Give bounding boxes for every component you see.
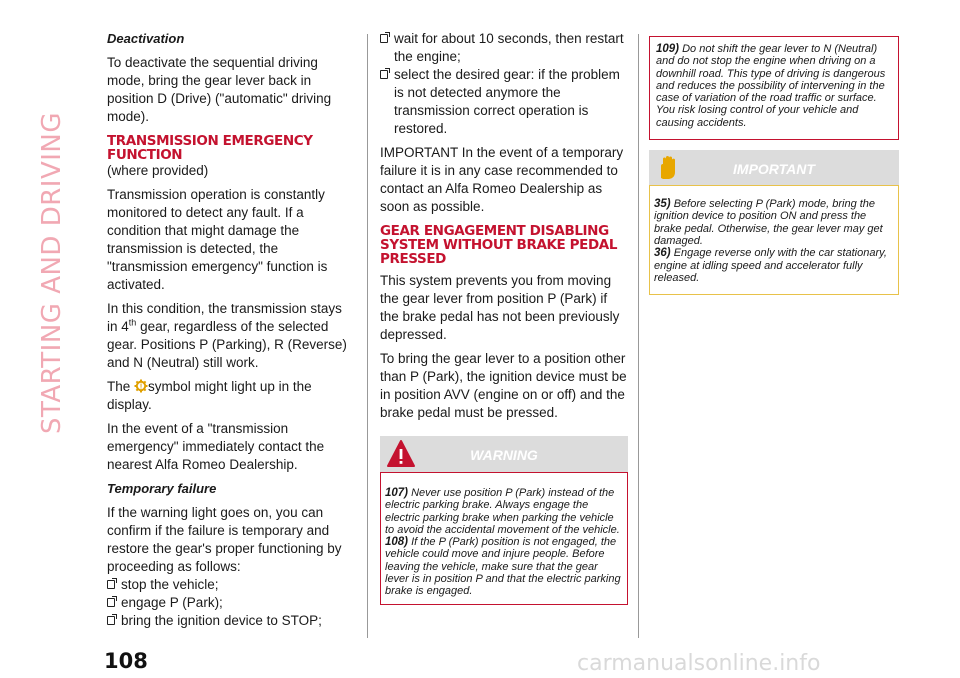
important-box: [649, 185, 899, 295]
paragraph: If the warning light goes on, you can confirm if the failure is temporary and restore the gear's proper functioning by proceeding as follows:: [107, 505, 342, 574]
warning-item: 107) Never use position P (Park) instead of the electric parking brake. Always engage the electric parking brake when parking the vehicle to avoid the accidental movement of the vehicle.: [385, 487, 620, 536]
page-number: 108: [104, 649, 148, 673]
checklist-item: select the desired gear: if the problem is not detected anymore the transmission correct operation is restored.: [380, 66, 628, 138]
paragraph: The ! symbol might light up in the display.: [107, 379, 312, 412]
column-middle: [380, 30, 628, 605]
column-divider: [367, 34, 368, 638]
section-title: GEAR ENGAGEMENT DISABLING SYSTEM WITHOUT BRAKE PEDAL PRESSED: [380, 223, 618, 267]
section-subtitle: (where provided): [107, 163, 209, 178]
paragraph: Transmission operation is constantly monitored to detect any fault. If a condition that might damage the transmission is detected, the "transmission emergency" function is activated.: [107, 187, 328, 292]
gearbox-fault-icon: [134, 379, 148, 393]
deactivation-heading: Deactivation: [107, 31, 185, 46]
paragraph: In this condition, the transmission stays in 4th gear, regardless of the selected gear. Positions P (Parking), R (Reverse) and N (Neutral) still work.: [107, 301, 347, 370]
temporary-failure-heading: Temporary failure: [107, 481, 217, 496]
important-item: 35) Before selecting P (Park) mode, bring the ignition device to position ON and press the brake pedal. Otherwise, the gear lever may get damaged.: [654, 198, 883, 247]
warning-header: [380, 436, 628, 472]
section-title: TRANSMISSION EMERGENCY FUNCTION: [107, 133, 313, 163]
deactivation-text: To deactivate the sequential driving mode, bring the gear lever back in position D (Drive) ("automatic" driving mode).: [107, 55, 332, 124]
warning-box-continued: 109) Do not shift the gear lever to N (Neutral) and do not stop the engine when driving on a downhill road. This type of driving is dangerous and reduces the possibility of intervening in the case of variation of the road traffic or surface. You risk losing control of your vehicle and causing accidents.: [649, 36, 899, 140]
svg-text:!: !: [139, 383, 143, 391]
column-left: [107, 30, 349, 630]
watermark: carmanualsonline.info: [577, 651, 821, 676]
column-divider: [638, 34, 639, 638]
checklist-item: bring the ignition device to STOP;: [107, 612, 349, 630]
important-label: IMPORTANT: [733, 161, 815, 178]
checklist-item: wait for about 10 seconds, then restart the engine;: [380, 30, 628, 66]
checklist-item: stop the vehicle;: [107, 576, 349, 594]
paragraph: In the event of a "transmission emergency" immediately contact the nearest Alfa Romeo Dealership.: [107, 421, 325, 472]
paragraph: To bring the gear lever to a position other than P (Park), the ignition device must be in position AVV (engine on or off) and the brake pedal must be pressed.: [380, 351, 627, 420]
warning-item: 108) If the P (Park) position is not engaged, the vehicle could move and injure people. Before leaving the vehicle, make sure that the gear lever is in position P and that the electric parking brake is engaged.: [385, 536, 621, 598]
warning-label: WARNING: [470, 447, 538, 463]
paragraph: This system prevents you from moving the gear lever from position P (Park) if the brake pedal has not been previously depressed.: [380, 273, 620, 342]
warning-box: [380, 472, 628, 605]
important-item: 36) Engage reverse only with the car stationary, engine at idling speed and accelerator fully released.: [654, 247, 887, 284]
important-header: [649, 150, 899, 185]
checklist-item: engage P (Park);: [107, 594, 349, 612]
important-note: IMPORTANT In the event of a temporary failure it is in any case recommended to contact an Alfa Romeo Dealership as soon as possible.: [380, 145, 624, 214]
column-right: [649, 36, 899, 295]
